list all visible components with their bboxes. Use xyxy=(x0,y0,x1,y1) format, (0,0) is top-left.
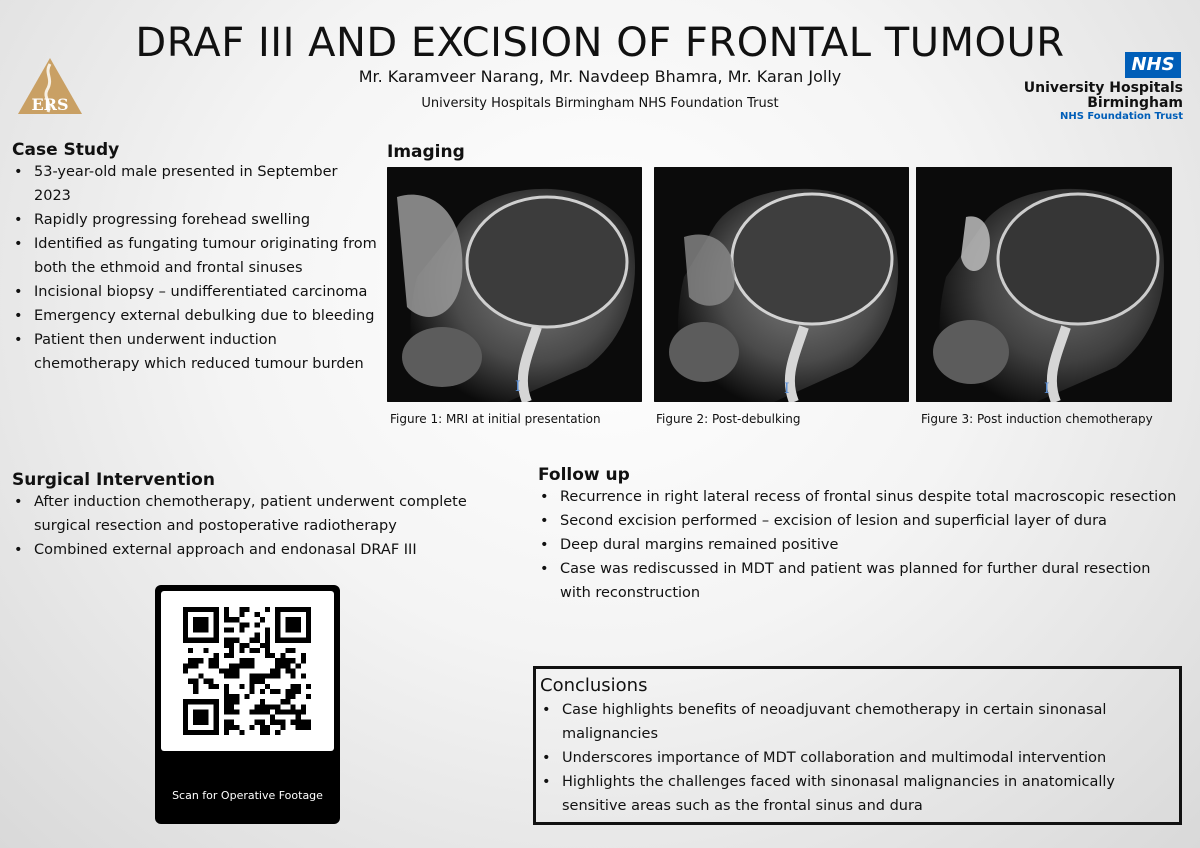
mri-image-initial xyxy=(387,167,642,402)
svg-text:I: I xyxy=(515,379,521,395)
nhs-badge: NHS xyxy=(1125,52,1181,78)
list-item: • Identified as fungating tumour originating from both the ethmoid and frontal sinuses xyxy=(12,232,377,280)
surgical-intervention-section xyxy=(12,470,522,562)
figure-caption-2: Figure 2: Post-debulking xyxy=(656,412,801,426)
list-item: • Incisional biopsy – undifferentiated carcinoma xyxy=(12,280,377,304)
list-item: • Case highlights benefits of neoadjuvant chemotherapy in certain sinonasal malignancies xyxy=(540,698,1173,746)
mri-image-post-debulking xyxy=(654,167,909,402)
case-study-section xyxy=(12,140,377,376)
list-item: • Patient then underwent induction chemotherapy which reduced tumour burden xyxy=(12,328,377,376)
nhs-trust-line3: NHS Foundation Trust xyxy=(1059,111,1183,122)
list-item: • Case was rediscussed in MDT and patient was planned for further dural resection with reconstruction xyxy=(538,557,1178,605)
qr-code[interactable] xyxy=(161,591,334,751)
nhs-trust-line1: University Hospitals xyxy=(1023,80,1183,96)
svg-text:I: I xyxy=(784,381,790,397)
ers-logo xyxy=(14,56,86,118)
list-item: • Underscores importance of MDT collaboration and multimodal intervention xyxy=(540,746,1173,770)
poster-title: DRAF III AND EXCISION OF FRONTAL TUMOUR xyxy=(135,20,1065,66)
list-item: • After induction chemotherapy, patient underwent complete surgical resection and postoperative radiotherapy xyxy=(12,490,522,538)
follow-up-section xyxy=(538,465,1178,605)
list-item: • 53-year-old male presented in September 2023 xyxy=(12,160,377,208)
figure-caption-1: Figure 1: MRI at initial presentation xyxy=(390,412,601,426)
surgical-heading: Surgical Intervention xyxy=(12,470,215,490)
follow-up-heading: Follow up xyxy=(538,465,630,485)
imaging-heading: Imaging xyxy=(387,142,465,162)
list-item: • Combined external approach and endonasal DRAF III xyxy=(12,538,522,562)
list-item: • Second excision performed – excision of lesion and superficial layer of dura xyxy=(538,509,1178,533)
list-item: • Highlights the challenges faced with sinonasal malignancies in anatomically sensitive areas such as the frontal sinus and dura xyxy=(540,770,1173,818)
surgical-list xyxy=(12,490,522,562)
qr-label: Scan for Operative Footage xyxy=(172,789,323,802)
conclusions-heading: Conclusions xyxy=(540,675,648,696)
list-item: • Recurrence in right lateral recess of frontal sinus despite total macroscopic resection xyxy=(538,485,1178,509)
list-item: • Rapidly progressing forehead swelling xyxy=(12,208,377,232)
case-study-heading: Case Study xyxy=(12,140,120,160)
nhs-logo xyxy=(1020,52,1185,126)
svg-text:I: I xyxy=(1044,381,1050,397)
list-item: • Emergency external debulking due to bleeding xyxy=(12,304,377,328)
conclusions-list xyxy=(540,698,1173,818)
conclusions-box xyxy=(533,666,1182,825)
follow-up-list xyxy=(538,485,1178,605)
case-study-list xyxy=(12,160,377,376)
nhs-trust-line2: Birmingham xyxy=(1087,95,1183,111)
authors: Mr. Karamveer Narang, Mr. Navdeep Bhamra, Mr. Karan Jolly xyxy=(358,67,842,86)
mri-image-post-chemotherapy xyxy=(916,167,1172,402)
list-item: • Deep dural margins remained positive xyxy=(538,533,1178,557)
figure-caption-3: Figure 3: Post induction chemotherapy xyxy=(921,412,1153,426)
qr-code-card[interactable] xyxy=(155,585,340,824)
affiliation: University Hospitals Birmingham NHS Foundation Trust xyxy=(421,96,779,111)
ers-logo-text: ERS xyxy=(31,95,69,114)
